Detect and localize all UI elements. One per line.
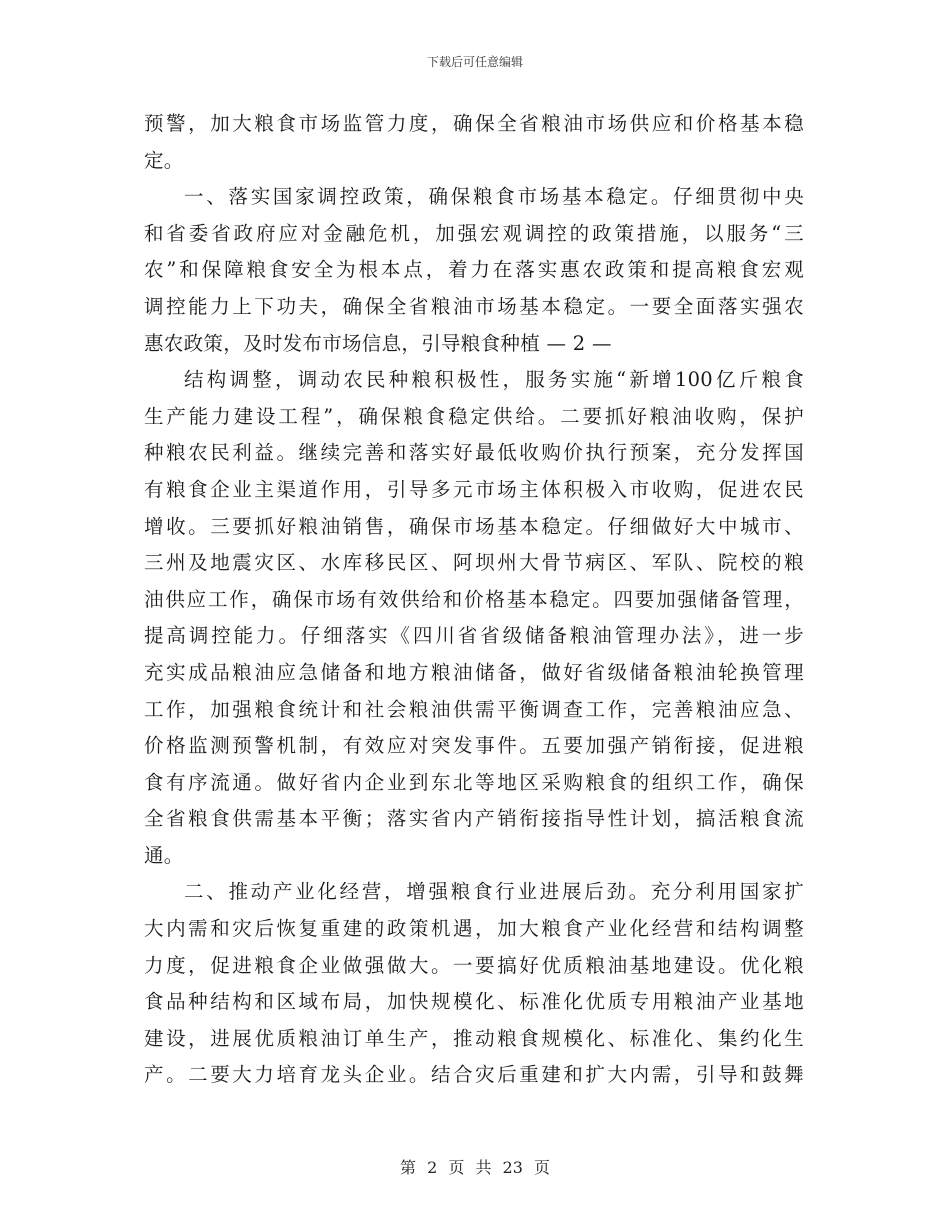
text-line: 充实成品粮油应急储备和地方粮油储备，做好省级储备粮油轮换管理	[144, 660, 804, 684]
text-line: 调控能力上下功夫，确保全省粮油市场基本稳定。一要全面落实强农	[144, 294, 804, 318]
text-line: 有粮食企业主渠道作用，引导多元市场主体积极入市收购，促进农民	[144, 477, 804, 501]
text-line: 预警，加大粮食市场监管力度，确保全省粮油市场供应和价格基本稳	[144, 112, 804, 135]
text-line: 食有序流通。做好省内企业到东北等地区采购粮食的组织工作，确保	[144, 770, 804, 794]
text-line: 种粮农民利益。继续完善和落实好最低收购价执行预案，充分发挥国	[144, 441, 804, 465]
text-line: 定。	[144, 148, 184, 172]
text-line: 食品种结构和区域布局，加快规模化、标准化优质专用粮油产业基地	[144, 990, 804, 1014]
text-line: 一、落实国家调控政策，确保粮食市场基本稳定。仔细贯彻中央	[184, 185, 804, 209]
document-body	[144, 106, 804, 1094]
text-line: 惠农政策，及时发布市场信息，引导粮食种植 — 2 —	[144, 331, 612, 355]
text-line: 油供应工作，确保市场有效供给和价格基本稳定。四要加强储备管理，	[144, 587, 804, 611]
text-line: 力度，促进粮食企业做强做大。一要搞好优质粮油基地建设。优化粮	[144, 953, 804, 977]
text-line: 二、推动产业化经营，增强粮食行业进展后劲。充分利用国家扩	[184, 880, 804, 904]
text-line: 农”和保障粮食安全为根本点，着力在落实惠农政策和提高粮食宏观	[144, 258, 804, 282]
page-header-note: 下载后可任意编辑	[426, 55, 523, 69]
text-line: 工作，加强粮食统计和社会粮油供需平衡调查工作，完善粮油应急、	[144, 697, 804, 721]
text-line: 提高调控能力。仔细落实《四川省省级储备粮油管理办法》，进一步	[144, 624, 804, 648]
text-line: 产。二要大力培育龙头企业。结合灾后重建和扩大内需，引导和鼓舞	[144, 1063, 804, 1087]
text-line: 通。	[144, 843, 184, 867]
text-line: 结构调整，调动农民种粮积极性，服务实施“新增100亿斤粮食	[184, 368, 804, 392]
page-footer: 第 2 页 共 23 页	[400, 1158, 550, 1177]
text-line: 生产能力建设工程”，确保粮食稳定供给。二要抓好粮油收购，保护	[144, 404, 804, 428]
text-line: 建设，进展优质粮油订单生产，推动粮食规模化、标准化、集约化生	[144, 1026, 804, 1050]
text-line: 大内需和灾后恢复重建的政策机遇，加大粮食产业化经营和结构调整	[144, 917, 804, 941]
text-line: 三州及地震灾区、水库移民区、阿坝州大骨节病区、军队、院校的粮	[144, 551, 804, 575]
text-line: 价格监测预警机制，有效应对突发事件。五要加强产销衔接，促进粮	[144, 734, 804, 758]
text-line: 全省粮食供需基本平衡；落实省内产销衔接指导性计划，搞活粮食流	[144, 807, 804, 831]
text-line: 增收。三要抓好粮油销售，确保市场基本稳定。仔细做好大中城市、	[144, 514, 804, 538]
text-line: 和省委省政府应对金融危机，加强宏观调控的政策措施，以服务“三	[144, 221, 804, 245]
